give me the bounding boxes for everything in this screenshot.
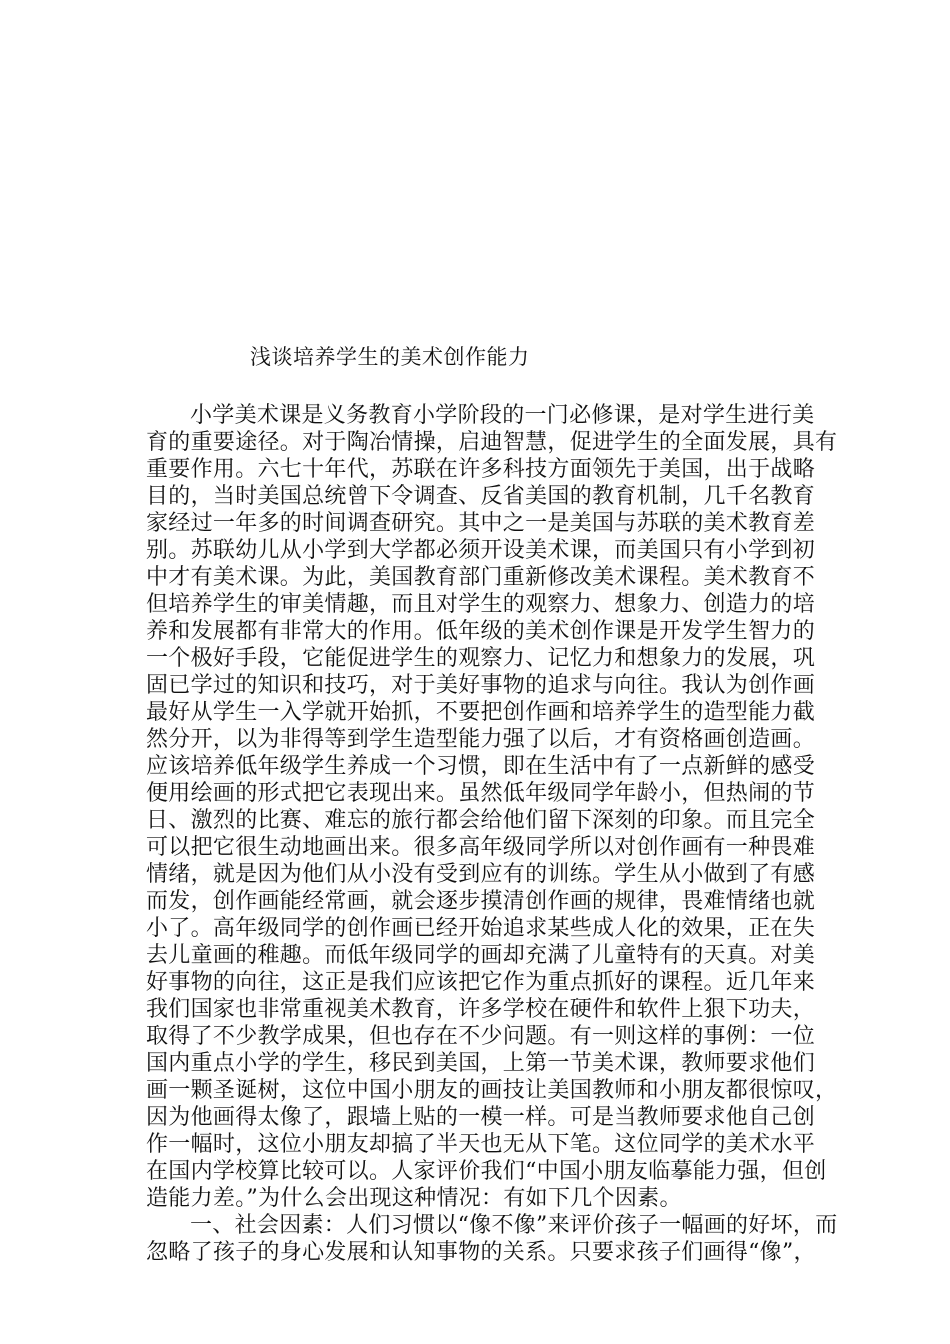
body-line: 好事物的向往，这正是我们应该把它作为重点抓好的课程。近几年来 — [146, 970, 816, 995]
body-line: 别。苏联幼儿从小学到大学都必须开设美术课，而美国只有小学到初 — [146, 538, 816, 563]
body-line: 固已学过的知识和技巧，对于美好事物的追求与向往。我认为创作画 — [146, 673, 816, 698]
body-line: 最好从学生一入学就开始抓，不要把创作画和培养学生的造型能力截 — [146, 700, 816, 725]
body-line: 国内重点小学的学生，移民到美国，上第一节美术课，教师要求他们 — [146, 1051, 816, 1076]
body-line: 忽略了孩子的身心发展和认知事物的关系。只要求孩子们画得“像”， — [146, 1240, 816, 1265]
body-line: 去儿童画的稚趣。而低年级同学的画却充满了儿童特有的天真。对美 — [146, 943, 816, 968]
body-line: 家经过一年多的时间调查研究。其中之一是美国与苏联的美术教育差 — [146, 511, 816, 536]
body-line: 一个极好手段，它能促进学生的观察力、记忆力和想象力的发展，巩 — [146, 646, 816, 671]
body-line: 日、激烈的比赛、难忘的旅行都会给他们留下深刻的印象。而且完全 — [146, 808, 816, 833]
body-line: 一、社会因素：人们习惯以“像不像”来评价孩子一幅画的好坏，而 — [190, 1213, 838, 1238]
body-line: 便用绘画的形式把它表现出来。虽然低年级同学年龄小，但热闹的节 — [146, 781, 816, 806]
document-body — [146, 402, 838, 1266]
body-line: 养和发展都有非常大的作用。低年级的美术创作课是开发学生智力的 — [146, 619, 816, 644]
body-line: 因为他画得太像了，跟墙上贴的一模一样。可是当教师要求他自己创 — [146, 1105, 816, 1130]
body-line: 情绪，就是因为他们从小没有受到应有的训练。学生从小做到了有感 — [146, 862, 816, 887]
body-line: 应该培养低年级学生养成一个习惯，即在生活中有了一点新鲜的感受 — [146, 754, 816, 779]
body-line: 取得了不少教学成果，但也存在不少问题。有一则这样的事例：一位 — [146, 1024, 816, 1049]
body-line: 目的，当时美国总统曾下令调查、反省美国的教育机制，几千名教育 — [146, 484, 816, 509]
body-line: 作一幅时，这位小朋友却搞了半天也无从下笔。这位同学的美术水平 — [146, 1132, 816, 1157]
body-line: 造能力差。”为什么会出现这种情况：有如下几个因素。 — [146, 1186, 682, 1211]
body-line: 而发，创作画能经常画，就会逐步摸清创作画的规律，畏难情绪也就 — [146, 889, 816, 914]
body-line: 然分开，以为非得等到学生造型能力强了以后，才有资格画创造画。 — [146, 727, 816, 752]
body-line: 育的重要途径。对于陶冶情操，启迪智慧，促进学生的全面发展，具有 — [146, 430, 838, 455]
body-line: 我们国家也非常重视美术教育，许多学校在硬件和软件上狠下功夫， — [146, 997, 816, 1022]
body-line: 可以把它很生动地画出来。很多高年级同学所以对创作画有一种畏难 — [146, 835, 816, 860]
body-line: 小学美术课是义务教育小学阶段的一门必修课，是对学生进行美 — [190, 403, 815, 428]
document-title: 浅谈培养学生的美术创作能力 — [250, 345, 530, 369]
body-line: 重要作用。六七十年代，苏联在许多科技方面领先于美国，出于战略 — [146, 457, 816, 482]
body-line: 但培养学生的审美情趣，而且对学生的观察力、想象力、创造力的培 — [146, 592, 816, 617]
body-line: 在国内学校算比较可以。人家评价我们“中国小朋友临摹能力强，但创 — [146, 1159, 827, 1184]
body-line: 画一颗圣诞树，这位中国小朋友的画技让美国教师和小朋友都很惊叹， — [146, 1078, 838, 1103]
body-line: 小了。高年级同学的创作画已经开始追求某些成人化的效果，正在失 — [146, 916, 816, 941]
body-line: 中才有美术课。为此，美国教育部门重新修改美术课程。美术教育不 — [146, 565, 816, 590]
